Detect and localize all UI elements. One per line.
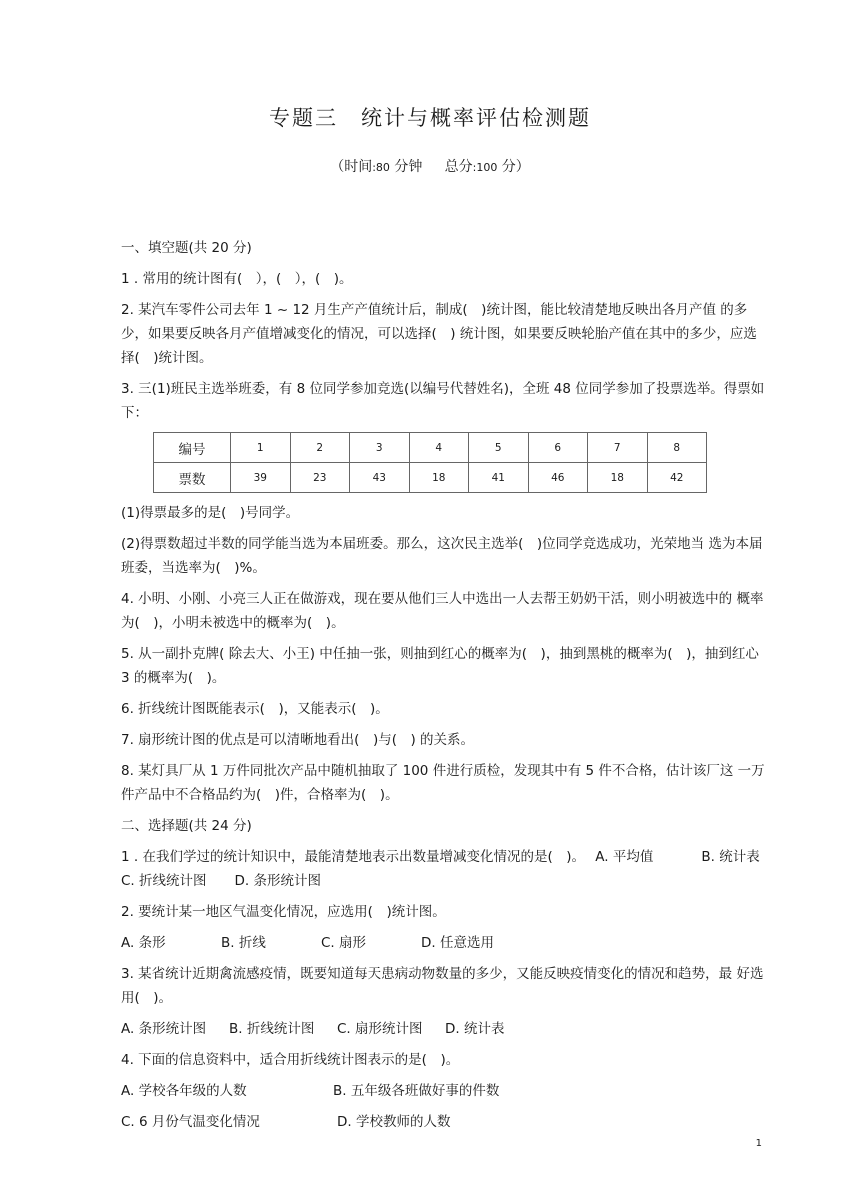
question-1: 1 . 常用的统计图有( ），( ），( )。 bbox=[121, 271, 353, 287]
choice-1-option-a: A. 平均值 bbox=[595, 849, 654, 865]
table-header-votes: 票数 bbox=[154, 463, 231, 493]
time-value: :80 bbox=[372, 161, 390, 174]
choice-1-option-d: D. 条形统计图 bbox=[234, 873, 321, 889]
question-5: 5. 从一副扑克牌( 除去大、小王) 中任抽一张，则抽到红心的概率为( )，抽到黑桃的概率为( )，抽到红心 3 的概率为( )。 bbox=[121, 646, 759, 686]
table-cell: 42 bbox=[647, 463, 707, 493]
choice-4-options-ab bbox=[121, 1079, 767, 1103]
choice-3-option-d: D. 统计表 bbox=[445, 1021, 505, 1037]
choice-4-option-a: A. 学校各年级的人数 bbox=[121, 1083, 247, 1099]
choice-4-option-d: D. 学校教师的人数 bbox=[337, 1114, 451, 1130]
choice-question-3: 3. 某省统计近期禽流感疫情，既要知道每天患病动物数量的多少，又能反映疫情变化的情况和趋势，最 好选用( )。 bbox=[121, 966, 764, 1006]
subtitle-open-paren: （ bbox=[330, 159, 345, 175]
table-cell: 6 bbox=[528, 433, 588, 463]
table-cell: 23 bbox=[290, 463, 350, 493]
choice-4-options-cd bbox=[121, 1110, 767, 1134]
table-cell: 4 bbox=[409, 433, 469, 463]
choice-3-options bbox=[121, 1017, 767, 1041]
table-cell: 41 bbox=[469, 463, 529, 493]
score-value: :100 bbox=[472, 161, 498, 174]
choice-question-4: 4. 下面的信息资料中，适合用折线统计图表示的是( )。 bbox=[121, 1052, 460, 1068]
question-8: 8. 某灯具厂从 1 万件同批次产品中随机抽取了 100 件进行质检，发现其中有 5 件不合格，估计该厂这 一万件产品中不合格品约为( )件，合格率为( )。 bbox=[121, 763, 765, 803]
section-fill-in-heading: 一、填空题(共 20 分) bbox=[121, 240, 252, 256]
choice-2-option-b: B. 折线 bbox=[221, 935, 266, 951]
choice-question-1 bbox=[121, 845, 767, 893]
time-unit: 分钟 bbox=[394, 159, 423, 175]
table-cell: 3 bbox=[350, 433, 410, 463]
choice-2-options bbox=[121, 931, 767, 955]
question-3: 3. 三(1)班民主选举班委，有 8 位同学参加竞选(以编号代替姓名)，全班 48 位同学参加了投票选举。得票如下： bbox=[121, 381, 765, 421]
page-subtitle bbox=[0, 156, 860, 176]
choice-3-option-c: C. 扇形统计图 bbox=[337, 1021, 423, 1037]
choice-2-option-a: A. 条形 bbox=[121, 935, 166, 951]
question-3-2: (2)得票数超过半数的同学能当选为本届班委。那么，这次民主选举( )位同学竞选成功，光荣地当 选为本届班委，当选率为( )%。 bbox=[121, 536, 763, 576]
question-7: 7. 扇形统计图的优点是可以清晰地看出( )与( ) 的关系。 bbox=[121, 732, 475, 748]
table-cell: 43 bbox=[350, 463, 410, 493]
choice-2-option-c: C. 扇形 bbox=[321, 935, 367, 951]
choice-3-option-b: B. 折线统计图 bbox=[229, 1021, 315, 1037]
table-header-number: 编号 bbox=[154, 433, 231, 463]
table-cell: 8 bbox=[647, 433, 707, 463]
page-number: 1 bbox=[755, 1138, 762, 1149]
choice-4-option-c: C. 6 月份气温变化情况 bbox=[121, 1114, 260, 1130]
question-content bbox=[121, 236, 767, 1141]
page-title: 专题三 统计与概率评估检测题 bbox=[269, 106, 591, 130]
table-cell: 7 bbox=[588, 433, 648, 463]
table-cell: 39 bbox=[231, 463, 291, 493]
table-cell: 18 bbox=[588, 463, 648, 493]
choice-1-option-b: B. 统计表 bbox=[701, 849, 760, 865]
choice-1-option-c: C. 折线统计图 bbox=[121, 873, 207, 889]
score-label: 总分 bbox=[444, 159, 473, 175]
table-row-votes bbox=[154, 463, 707, 493]
choice-1-stem: 1 . 在我们学过的统计知识中，最能清楚地表示出数量增减变化情况的是( )。 bbox=[121, 849, 585, 865]
choice-3-option-a: A. 条形统计图 bbox=[121, 1021, 207, 1037]
question-3-1: (1)得票最多的是( )号同学。 bbox=[121, 505, 300, 521]
choice-question-2: 2. 要统计某一地区气温变化情况，应选用( )统计图。 bbox=[121, 904, 446, 920]
subtitle-close-paren: ） bbox=[515, 159, 530, 175]
table-cell: 46 bbox=[528, 463, 588, 493]
score-unit: 分 bbox=[501, 159, 516, 175]
table-row-numbers bbox=[154, 433, 707, 463]
choice-2-option-d: D. 任意选用 bbox=[421, 935, 494, 951]
table-cell: 5 bbox=[469, 433, 529, 463]
table-cell: 2 bbox=[290, 433, 350, 463]
time-label: 时间 bbox=[344, 159, 373, 175]
choice-4-option-b: B. 五年级各班做好事的件数 bbox=[333, 1083, 500, 1099]
vote-table bbox=[153, 432, 707, 493]
table-cell: 18 bbox=[409, 463, 469, 493]
question-2: 2. 某汽车零件公司去年 1 ~ 12 月生产产值统计后，制成( )统计图，能比较清楚地反映出各月产值 的多少，如果要反映各月产值增减变化的情况，可以选择( ) 统计图，如果要反映轮胎产值在其中的多少，应选择( )统计图。 bbox=[121, 302, 757, 366]
question-4: 4. 小明、小刚、小亮三人正在做游戏，现在要从他们三人中选出一人去帮王奶奶干活，则小明被选中的 概率为( )，小明未被选中的概率为( )。 bbox=[121, 591, 764, 631]
section-choice-heading: 二、选择题(共 24 分) bbox=[121, 818, 252, 834]
table-cell: 1 bbox=[231, 433, 291, 463]
question-6: 6. 折线统计图既能表示( )，又能表示( )。 bbox=[121, 701, 389, 717]
